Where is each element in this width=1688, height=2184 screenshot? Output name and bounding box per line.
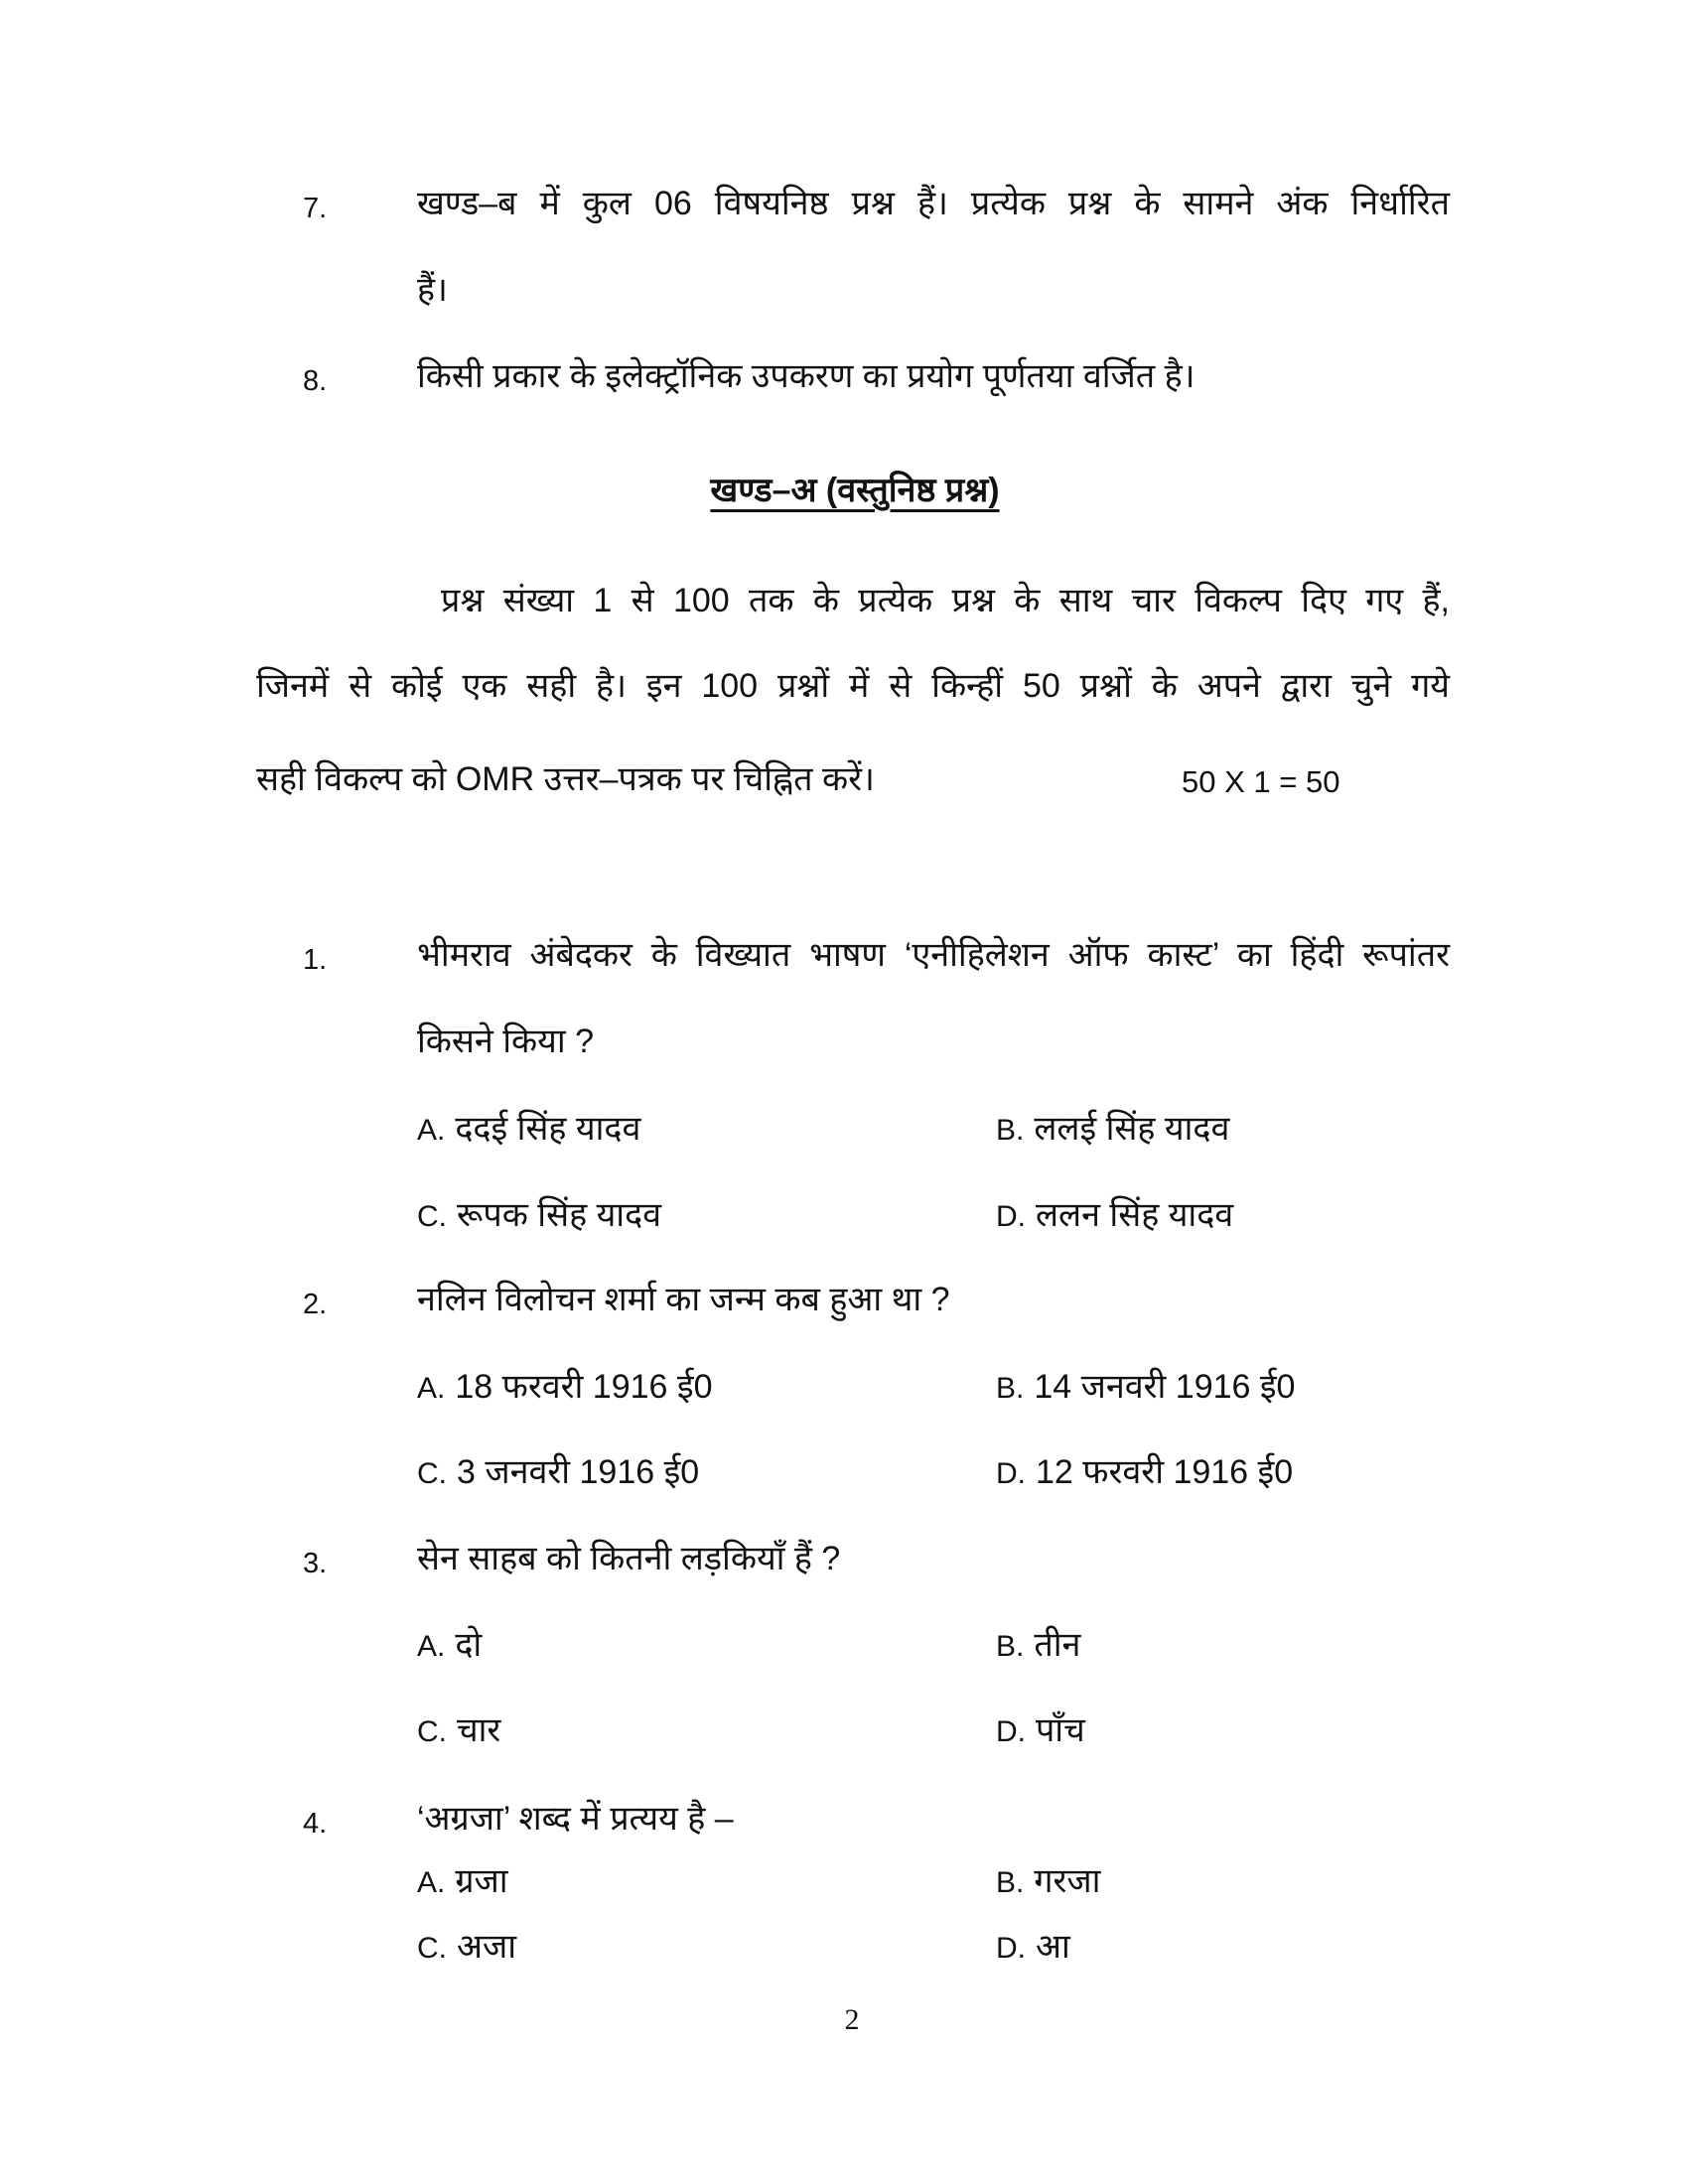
option-b xyxy=(996,1628,1080,1662)
option-label: B. xyxy=(996,1630,1025,1663)
option-label: C. xyxy=(417,1457,447,1490)
question-text-line: भीमराव अंबेदकर के विख्यात भाषण ‘एनीहिलेशन ऑफ कास्ट’ का हिंदी रूपांतर xyxy=(417,936,1450,974)
instruction-number: 8. xyxy=(303,365,328,397)
option-text: 18 फरवरी 1916 ई0 xyxy=(455,1368,713,1406)
option-text: ग्रजा xyxy=(455,1862,508,1900)
option-label: A. xyxy=(417,1114,446,1147)
instruction-number: 7. xyxy=(303,193,328,224)
option-d xyxy=(996,1198,1233,1232)
option-label: D. xyxy=(996,1715,1026,1748)
option-c xyxy=(417,1930,516,1964)
option-c xyxy=(417,1713,500,1747)
question-number: 4. xyxy=(303,1808,328,1840)
option-label: B. xyxy=(996,1372,1025,1405)
option-a xyxy=(417,1112,640,1146)
option-label: D. xyxy=(996,1932,1026,1965)
option-label: C. xyxy=(417,1200,447,1233)
question-text-line: किसने किया ? xyxy=(417,1023,595,1060)
option-text: पाँच xyxy=(1036,1711,1085,1749)
option-c xyxy=(417,1455,699,1489)
option-text: ददई सिंह यादव xyxy=(455,1110,641,1148)
option-label: B. xyxy=(996,1866,1025,1899)
option-b xyxy=(996,1370,1295,1404)
option-text: ललई सिंह यादव xyxy=(1034,1110,1230,1148)
option-a xyxy=(417,1370,713,1404)
intro-line: सही विकल्प को OMR उत्तर–पत्रक पर चिह्नित करें। xyxy=(256,760,875,798)
option-a xyxy=(417,1864,508,1898)
option-text: गरजा xyxy=(1034,1862,1101,1900)
option-label: C. xyxy=(417,1932,447,1965)
option-text: 12 फरवरी 1916 ई0 xyxy=(1036,1453,1294,1491)
option-text: दो xyxy=(455,1626,483,1664)
option-b xyxy=(996,1112,1229,1146)
option-d xyxy=(996,1713,1085,1747)
option-text: तीन xyxy=(1034,1626,1081,1664)
instruction-text-line: खण्ड–ब में कुल 06 विषयनिष्ठ प्रश्न हैं। प्रत्येक प्रश्न के सामने अंक निर्धारित xyxy=(417,185,1450,222)
intro-line: प्रश्न संख्या 1 से 100 तक के प्रत्येक प्रश्न के साथ चार विकल्प दिए गए हैं, xyxy=(441,582,1450,619)
option-label: B. xyxy=(996,1114,1025,1147)
option-text: अजा xyxy=(457,1928,517,1966)
option-d xyxy=(996,1930,1070,1964)
question-text-line: सेन साहब को कितनी लड़कियाँ हैं ? xyxy=(417,1540,841,1577)
option-label: D. xyxy=(996,1200,1026,1233)
option-label: A. xyxy=(417,1372,446,1405)
intro-line: जिनमें से कोई एक सही है। इन 100 प्रश्नों में से किन्हीं 50 प्रश्नों के अपने द्वारा चुने गये xyxy=(256,667,1450,705)
instruction-text-line: हैं। xyxy=(417,271,448,309)
option-text: ललन सिंह यादव xyxy=(1036,1196,1234,1234)
option-text: चार xyxy=(457,1711,501,1749)
option-text: 3 जनवरी 1916 ई0 xyxy=(457,1453,700,1491)
option-c xyxy=(417,1198,661,1232)
question-number: 2. xyxy=(303,1289,328,1320)
option-a xyxy=(417,1628,482,1662)
option-label: C. xyxy=(417,1715,447,1748)
question-text-line: ‘अग्रजा’ शब्द में प्रत्यय है – xyxy=(417,1800,734,1838)
option-label: A. xyxy=(417,1866,446,1899)
option-b xyxy=(996,1864,1100,1898)
option-text: आ xyxy=(1036,1928,1070,1966)
question-number: 1. xyxy=(303,944,328,976)
page-number: 2 xyxy=(844,2003,860,2036)
option-label: D. xyxy=(996,1457,1026,1490)
question-text-line: नलिन विलोचन शर्मा का जन्म कब हुआ था ? xyxy=(417,1281,950,1318)
marks-formula: 50 X 1 = 50 xyxy=(1182,764,1340,799)
option-text: रूपक सिंह यादव xyxy=(457,1196,662,1234)
instruction-text-line: किसी प्रकार के इलेक्ट्रॉनिक उपकरण का प्रयोग पूर्णतया वर्जित है। xyxy=(417,357,1196,395)
option-d xyxy=(996,1455,1293,1489)
option-label: A. xyxy=(417,1630,446,1663)
option-text: 14 जनवरी 1916 ई0 xyxy=(1034,1368,1296,1406)
question-number: 3. xyxy=(303,1548,328,1579)
section-heading: खण्ड–अ (वस्तुनिष्ठ प्रश्न) xyxy=(710,472,1000,509)
